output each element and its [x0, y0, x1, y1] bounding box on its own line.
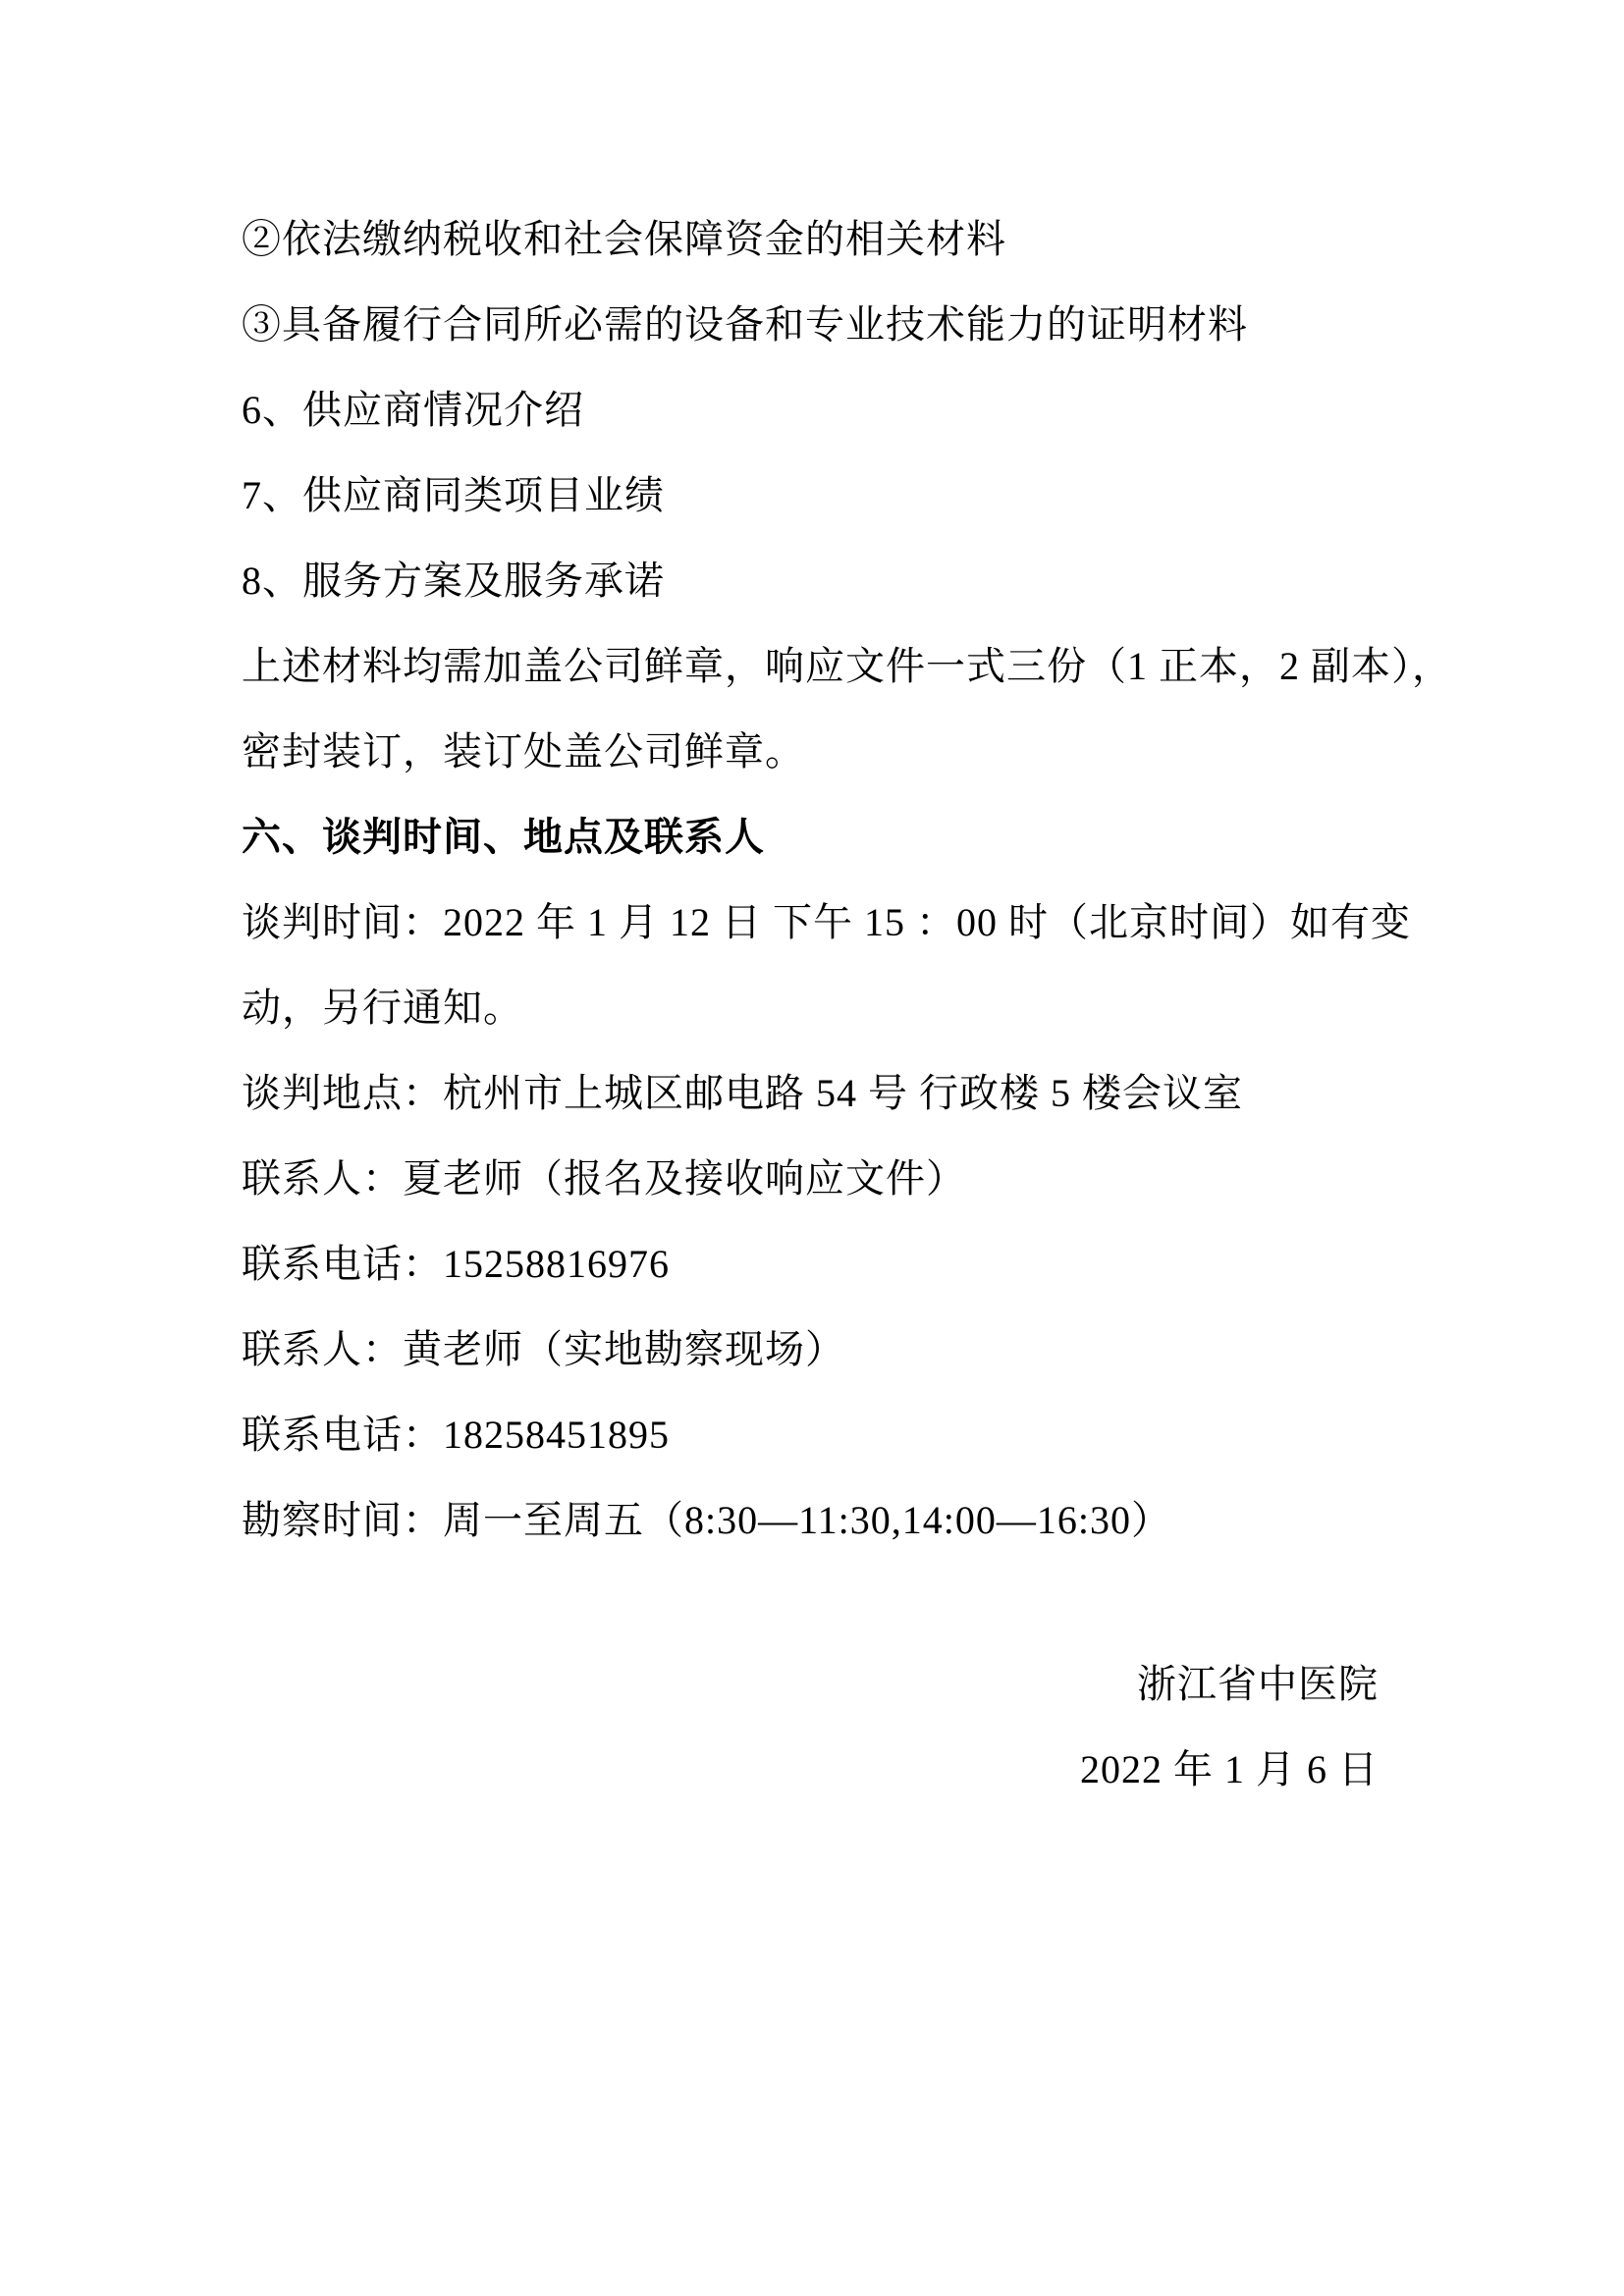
para-negotiation-time-line-2: 动，另行通知。 — [242, 986, 523, 1030]
list-item-8-service-plan: 8、服务方案及服务承诺 — [242, 559, 665, 603]
signature-organization: 浙江省中医院 — [1137, 1662, 1379, 1706]
list-item-7-supplier-track-record: 7、供应商同类项目业绩 — [242, 473, 665, 517]
section-heading-negotiation-info: 六、谈判时间、地点及联系人 — [242, 815, 765, 859]
list-item-equipment-capability: ③具备履行合同所必需的设备和专业技术能力的证明材料 — [242, 302, 1248, 347]
signature-block — [242, 1641, 1379, 1812]
para-contact-person-huang: 联系人：黄老师（实地勘察现场） — [242, 1327, 845, 1371]
para-negotiation-time-line-1: 谈判时间：2022 年 1 月 12 日 下午 15 ：00 时（北京时间）如有变 — [242, 900, 1411, 944]
list-item-tax-social-security: ②依法缴纳税收和社会保障资金的相关材料 — [242, 217, 1006, 261]
para-survey-time: 勘察时间：周一至周五（8:30—11:30,14:00—16:30） — [242, 1498, 1171, 1542]
para-negotiation-location: 谈判地点：杭州市上城区邮电路 54 号 行政楼 5 楼会议室 — [242, 1071, 1243, 1115]
signature-date: 2022 年 1 月 6 日 — [1080, 1747, 1379, 1791]
para-contact-person-xia: 联系人：夏老师（报名及接收响应文件） — [242, 1156, 966, 1201]
list-item-6-supplier-intro: 6、供应商情况介绍 — [242, 388, 584, 432]
para-seal-requirement-line-2: 密封装订，装订处盖公司鲜章。 — [242, 729, 805, 774]
document-body — [242, 196, 1452, 1812]
para-seal-requirement-line-1: 上述材料均需加盖公司鲜章，响应文件一式三份（1 正本，2 副本）， — [242, 644, 1452, 688]
para-contact-phone-huang: 联系电话：18258451895 — [242, 1413, 670, 1457]
para-contact-phone-xia: 联系电话：15258816976 — [242, 1242, 670, 1286]
